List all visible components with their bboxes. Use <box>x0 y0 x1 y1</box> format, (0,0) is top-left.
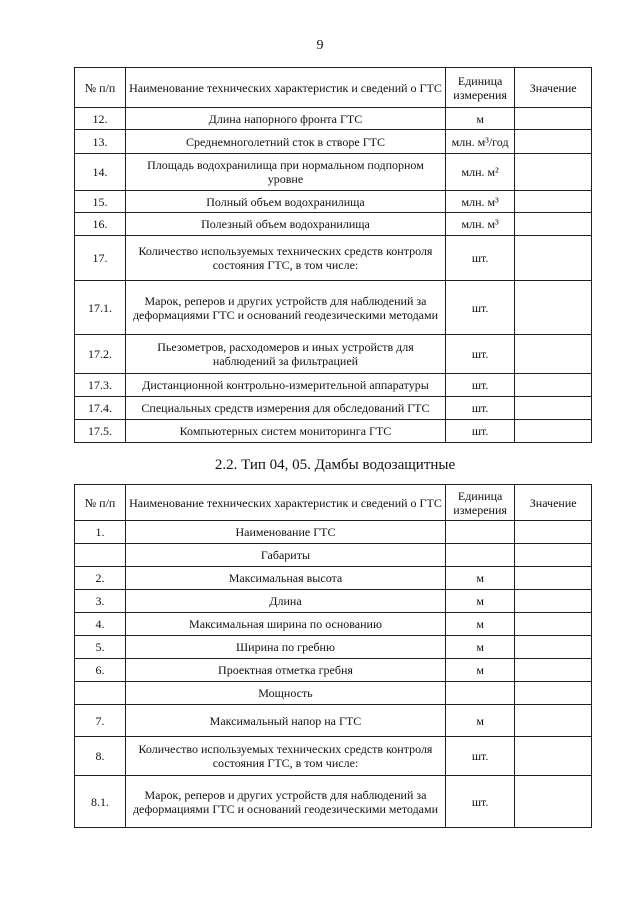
row-number: 4. <box>75 613 126 636</box>
row-unit: м <box>445 567 514 590</box>
row-number: 8.1. <box>75 776 126 828</box>
row-unit: шт. <box>445 397 514 420</box>
row-name: Полезный объем водохранилища <box>126 213 446 236</box>
table-row <box>75 636 592 659</box>
section-title: 2.2. Тип 04, 05. Дамбы водозащитные <box>214 457 456 473</box>
row-unit: м <box>445 636 514 659</box>
row-value <box>515 705 592 737</box>
row-name: Проектная отметка гребня <box>126 659 446 682</box>
row-value <box>515 397 592 420</box>
page-number: 9 <box>316 38 324 53</box>
row-unit <box>445 544 514 567</box>
row-unit: шт. <box>445 281 514 335</box>
row-name: Наименование ГТС <box>126 521 446 544</box>
row-name: Габариты <box>126 544 446 567</box>
row-unit: м <box>445 659 514 682</box>
table-row <box>75 521 592 544</box>
row-value <box>515 154 592 191</box>
table-row <box>75 776 592 828</box>
header-name: Наименование технических характеристик и сведений о ГТС <box>126 485 446 521</box>
table-row <box>75 191 592 213</box>
row-value <box>515 236 592 281</box>
table-row <box>75 420 592 443</box>
row-name: Мощность <box>126 682 446 705</box>
row-unit: млн. м² <box>445 154 514 191</box>
row-name: Максимальный напор на ГТС <box>126 705 446 737</box>
table-row <box>75 108 592 130</box>
row-name: Максимальная высота <box>126 567 446 590</box>
row-number: 14. <box>75 154 126 191</box>
table-row <box>75 130 592 154</box>
row-number <box>75 682 126 705</box>
row-unit: м <box>445 705 514 737</box>
row-number: 8. <box>75 737 126 776</box>
row-number: 1. <box>75 521 126 544</box>
characteristics-table-2 <box>74 484 592 828</box>
table-row <box>75 281 592 335</box>
row-name: Марок, реперов и других устройств для наблюдений за деформациями ГТС и оснований геодезическими методами <box>126 776 446 828</box>
header-num: № п/п <box>75 68 126 108</box>
row-value <box>515 544 592 567</box>
row-name: Дистанционной контрольно-измерительной аппаратуры <box>126 374 446 397</box>
table-row <box>75 154 592 191</box>
table-row <box>75 737 592 776</box>
table-row <box>75 544 592 567</box>
table-row <box>75 335 592 374</box>
row-unit: шт. <box>445 737 514 776</box>
row-unit <box>445 682 514 705</box>
row-value <box>515 590 592 613</box>
table-row <box>75 590 592 613</box>
row-unit: м <box>445 613 514 636</box>
row-value <box>515 108 592 130</box>
row-number: 2. <box>75 567 126 590</box>
row-value <box>515 374 592 397</box>
row-name: Длина <box>126 590 446 613</box>
table-header-row <box>75 68 592 108</box>
table-row <box>75 374 592 397</box>
row-unit: шт. <box>445 335 514 374</box>
row-unit: млн. м³ <box>445 191 514 213</box>
row-number: 17.2. <box>75 335 126 374</box>
characteristics-table-1 <box>74 67 592 443</box>
row-value <box>515 737 592 776</box>
row-number: 16. <box>75 213 126 236</box>
header-unit: Единица измерения <box>445 68 514 108</box>
row-number: 15. <box>75 191 126 213</box>
row-value <box>515 521 592 544</box>
row-name: Длина напорного фронта ГТС <box>126 108 446 130</box>
row-unit: м <box>445 590 514 613</box>
row-value <box>515 636 592 659</box>
header-name: Наименование технических характеристик и сведений о ГТС <box>126 68 446 108</box>
row-unit: шт. <box>445 374 514 397</box>
row-value <box>515 682 592 705</box>
table-row <box>75 213 592 236</box>
row-name: Пьезометров, расходомеров и иных устройств для наблюдений за фильтрацией <box>126 335 446 374</box>
row-unit: млн. м³/год <box>445 130 514 154</box>
row-number: 17. <box>75 236 126 281</box>
row-number: 13. <box>75 130 126 154</box>
header-value: Значение <box>515 485 592 521</box>
row-number: 17.1. <box>75 281 126 335</box>
table-body <box>75 521 592 828</box>
row-name: Компьютерных систем мониторинга ГТС <box>126 420 446 443</box>
table-row <box>75 613 592 636</box>
row-name: Среднемноголетний сток в створе ГТС <box>126 130 446 154</box>
row-number: 5. <box>75 636 126 659</box>
row-name: Площадь водохранилища при нормальном подпорном уровне <box>126 154 446 191</box>
row-name: Ширина по гребню <box>126 636 446 659</box>
table-header-row <box>75 485 592 521</box>
table-body <box>75 108 592 443</box>
header-num: № п/п <box>75 485 126 521</box>
row-name: Количество используемых технических средств контроля состояния ГТС, в том числе: <box>126 737 446 776</box>
row-name: Полный объем водохранилища <box>126 191 446 213</box>
row-number <box>75 544 126 567</box>
row-unit: шт. <box>445 236 514 281</box>
row-number: 17.3. <box>75 374 126 397</box>
row-name: Марок, реперов и других устройств для наблюдений за деформациями ГТС и оснований геодезическими методами <box>126 281 446 335</box>
row-unit: м <box>445 108 514 130</box>
row-name: Специальных средств измерения для обследований ГТС <box>126 397 446 420</box>
table-row <box>75 236 592 281</box>
table-row <box>75 397 592 420</box>
row-value <box>515 613 592 636</box>
header-unit: Единица измерения <box>445 485 514 521</box>
table-row <box>75 705 592 737</box>
row-unit: шт. <box>445 776 514 828</box>
row-unit <box>445 521 514 544</box>
row-value <box>515 191 592 213</box>
row-number: 3. <box>75 590 126 613</box>
table-row <box>75 659 592 682</box>
row-unit: шт. <box>445 420 514 443</box>
row-value <box>515 567 592 590</box>
row-number: 17.4. <box>75 397 126 420</box>
row-number: 12. <box>75 108 126 130</box>
table-row <box>75 682 592 705</box>
table-row <box>75 567 592 590</box>
row-name: Максимальная ширина по основанию <box>126 613 446 636</box>
header-value: Значение <box>515 68 592 108</box>
row-number: 17.5. <box>75 420 126 443</box>
row-number: 7. <box>75 705 126 737</box>
row-number: 6. <box>75 659 126 682</box>
row-value <box>515 130 592 154</box>
row-value <box>515 420 592 443</box>
row-value <box>515 281 592 335</box>
row-value <box>515 776 592 828</box>
row-unit: млн. м³ <box>445 213 514 236</box>
row-value <box>515 659 592 682</box>
row-value <box>515 335 592 374</box>
row-value <box>515 213 592 236</box>
row-name: Количество используемых технических средств контроля состояния ГТС, в том числе: <box>126 236 446 281</box>
